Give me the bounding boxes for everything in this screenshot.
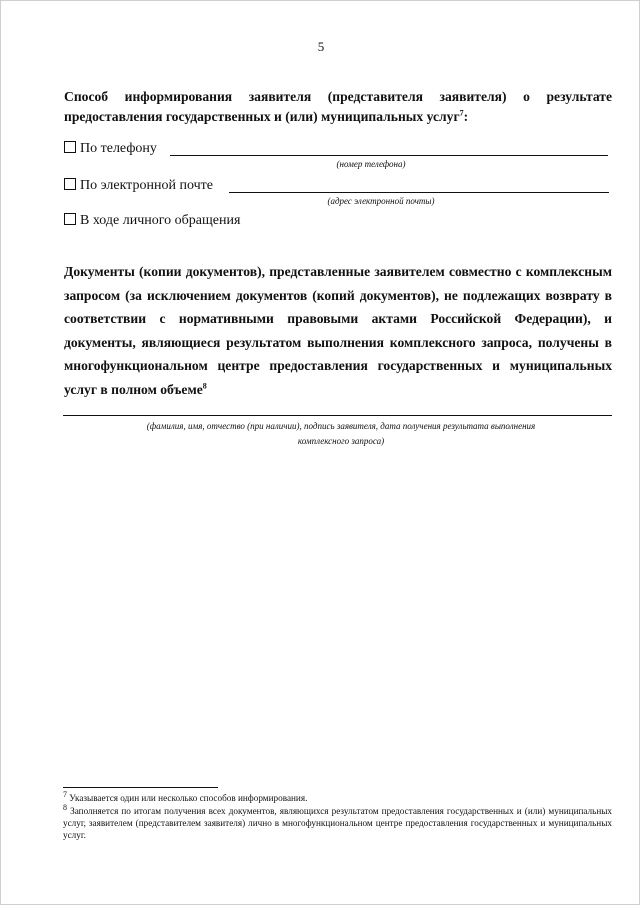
- heading-text: Способ информирования заявителя (представителя заявителя) о результате предоставления государственных и (или) муниципальных услуг: [64, 89, 612, 124]
- footnote-ref: 7: [459, 108, 464, 118]
- phone-hint: (номер телефона): [336, 159, 406, 169]
- documents-heading-text: Документы (копии документов), представленные заявителем совместно с комплексным запросом (за исключением документов (копий документов), не подлежащих возврату в соответствии с нормативными правовыми актами Российской Федерации), и документы, являющиеся результатом выполнения комплексного запроса, получены в многофункциональном центре предоставления государственных и муниципальных услуг в полном объеме: [64, 264, 612, 397]
- checkbox-phone[interactable]: [64, 141, 76, 153]
- option-email-label: По электронной почте: [80, 178, 213, 193]
- footnote-number: 7: [63, 789, 67, 799]
- footnote-text: Указывается один или несколько способов информирования.: [69, 793, 308, 803]
- option-phone-label: По телефону: [80, 141, 157, 156]
- option-phone[interactable]: [64, 140, 157, 157]
- option-in-person-label: В ходе личного обращения: [80, 213, 241, 228]
- footnote-text: Заполняется по итогам получения всех документов, являющихся результатом предоставления государственных и (или) муниципальных услуг, заявителем (представителем заявителя) лично в многофункциональном центре предоставления государственных и муниципальных услуг.: [63, 806, 613, 841]
- footnote-number: 8: [63, 802, 67, 812]
- footnote-separator: [63, 787, 218, 788]
- email-hint: (адрес электронной почты): [327, 196, 435, 206]
- signature-hint-line2: комплексного запроса): [297, 436, 385, 446]
- signature-line[interactable]: [63, 415, 612, 416]
- option-in-person[interactable]: [64, 212, 240, 229]
- checkbox-email[interactable]: [64, 178, 76, 190]
- footnote-ref: 8: [202, 380, 207, 390]
- signature-hint: [81, 419, 601, 449]
- footnote-8: [63, 802, 613, 842]
- signature-hint-line1: (фамилия, имя, отчество (при наличии), подпись заявителя, дата получения результата выполнения: [146, 421, 536, 431]
- footnote-7: [63, 789, 612, 804]
- phone-input-line[interactable]: [170, 155, 608, 156]
- section-heading-documents: [64, 260, 612, 401]
- email-input-line[interactable]: [229, 192, 609, 193]
- checkbox-in-person[interactable]: [64, 213, 76, 225]
- option-email[interactable]: [64, 177, 213, 194]
- section-heading-notification: Способ информирования заявителя (представителя заявителя) о результате предоставления государственных и (или) муниципальных услуг$^7$:: [64, 89, 612, 124]
- page-number: 5: [317, 39, 325, 54]
